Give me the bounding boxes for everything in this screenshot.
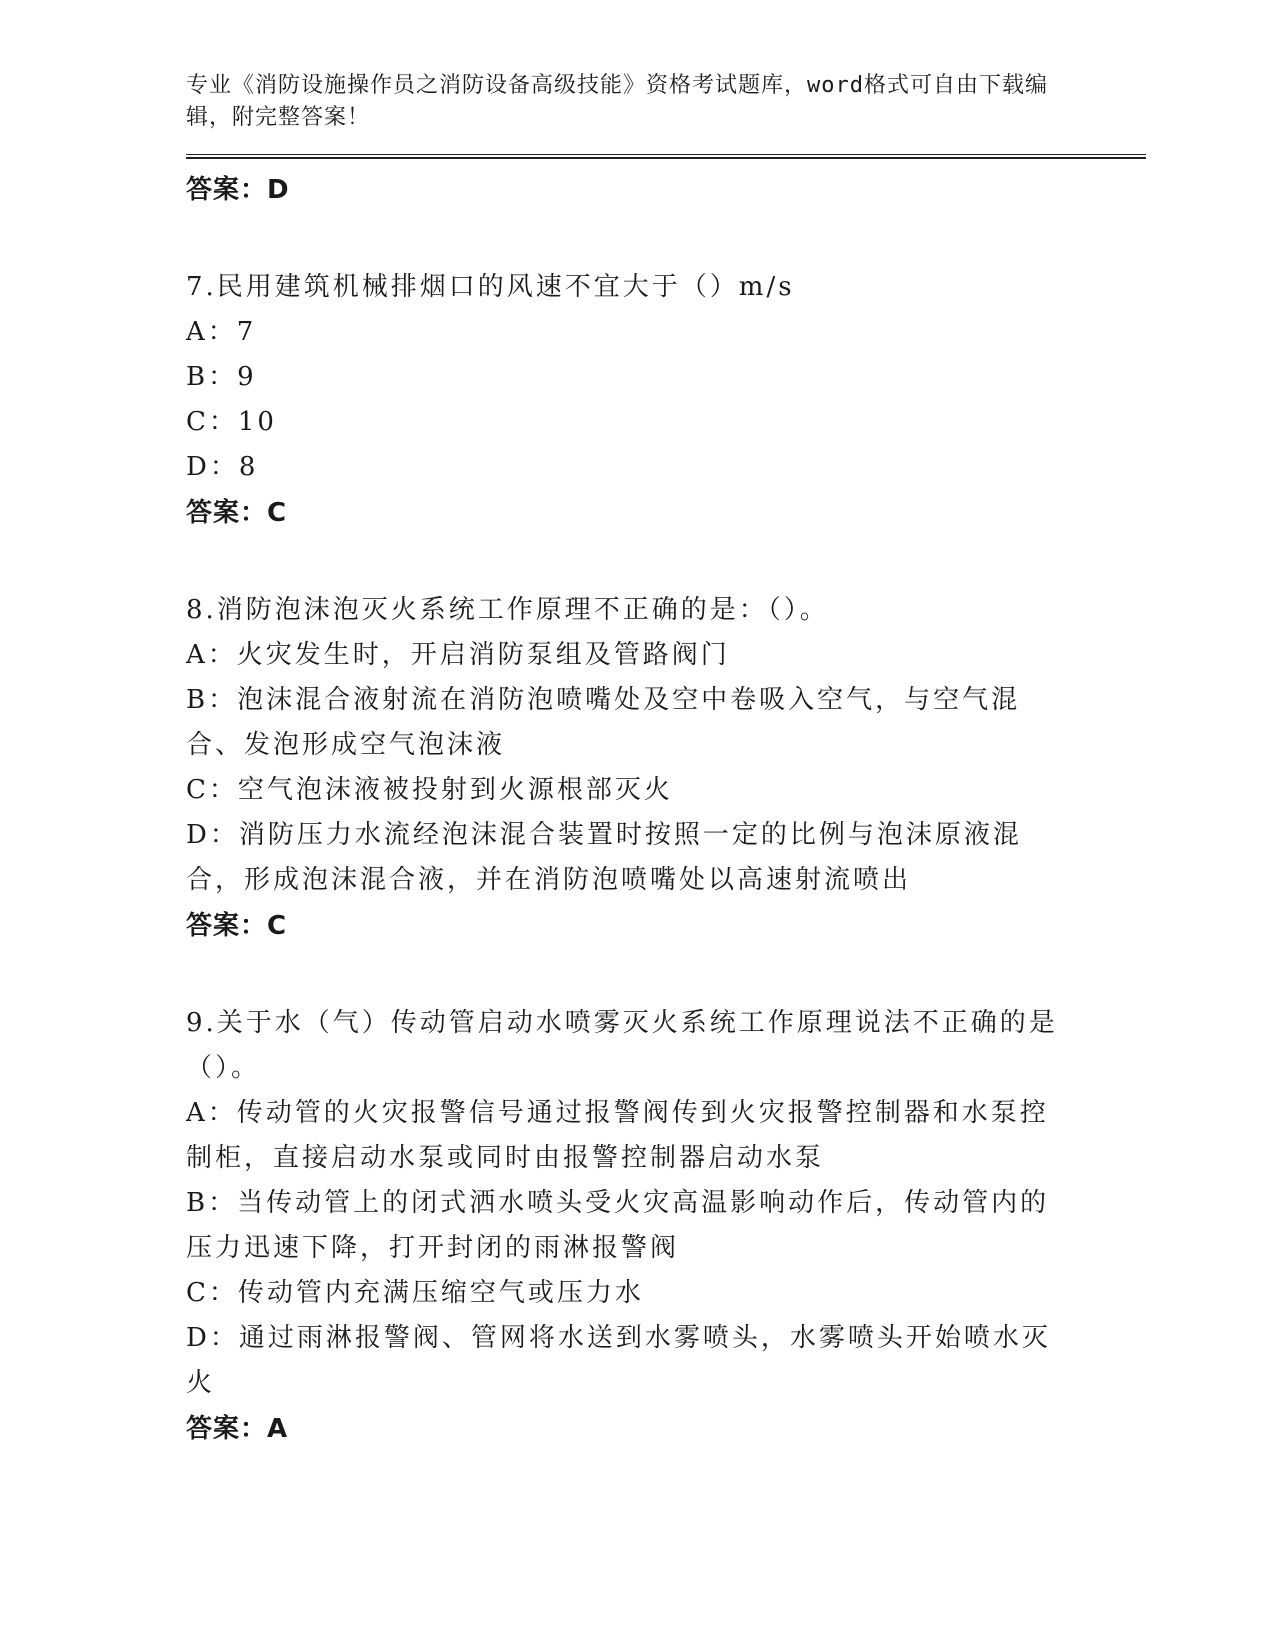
option-d: D：消防压力水流经泡沫混合装置时按照一定的比例与泡沫原液混合，形成泡沫混合液，并在消防泡喷嘴处以高速射流喷出 (186, 820, 1022, 895)
answer-line: 答案：A (186, 1414, 289, 1444)
option-b: B：当传动管上的闭式洒水喷头受火灾高温影响动作后，传动管内的压力迅速下降，打开封闭的雨淋报警阀 (186, 1188, 1050, 1263)
question-8 (186, 588, 1146, 949)
question-7 (186, 265, 1146, 536)
question-stem: 7.民用建筑机械排烟口的风速不宜大于（）m/s (186, 272, 795, 302)
option-d: D：通过雨淋报警阀、管网将水送到水雾喷头，水雾喷头开始喷水灭火 (186, 1323, 1051, 1398)
option-a: A：7 (186, 317, 257, 347)
answer-line: 答案：D (186, 175, 290, 205)
option-d: D：8 (186, 452, 259, 482)
option-b: B：9 (186, 362, 257, 392)
option-c: C：传动管内充满压缩空气或压力水 (186, 1278, 644, 1308)
header-divider (186, 154, 1146, 159)
option-c: C：空气泡沫液被投射到火源根部灭火 (186, 775, 673, 805)
document-page (186, 70, 1146, 1452)
question-stem: 8.消防泡沫泡灭火系统工作原理不正确的是：（）。 (186, 595, 829, 625)
question-stem: 9.关于水（气）传动管启动水喷雾灭火系统工作原理说法不正确的是（）。 (186, 1008, 1058, 1083)
option-c: C：10 (186, 407, 277, 437)
document-header: 专业《消防设施操作员之消防设备高级技能》资格考试题库，word格式可自由下载编辑，附完整答案！ (186, 73, 1048, 130)
option-a: A：传动管的火灾报警信号通过报警阀传到火灾报警控制器和水泵控制柜，直接启动水泵或同时由报警控制器启动水泵 (186, 1098, 1049, 1173)
option-a: A：火灾发生时，开启消防泵组及管路阀门 (186, 640, 730, 670)
answer-line: 答案：C (186, 498, 288, 528)
option-b: B：泡沫混合液射流在消防泡喷嘴处及空中卷吸入空气，与空气混合、发泡形成空气泡沫液 (186, 685, 1021, 760)
answer-line: 答案：C (186, 911, 288, 941)
question-9 (186, 1001, 1146, 1452)
